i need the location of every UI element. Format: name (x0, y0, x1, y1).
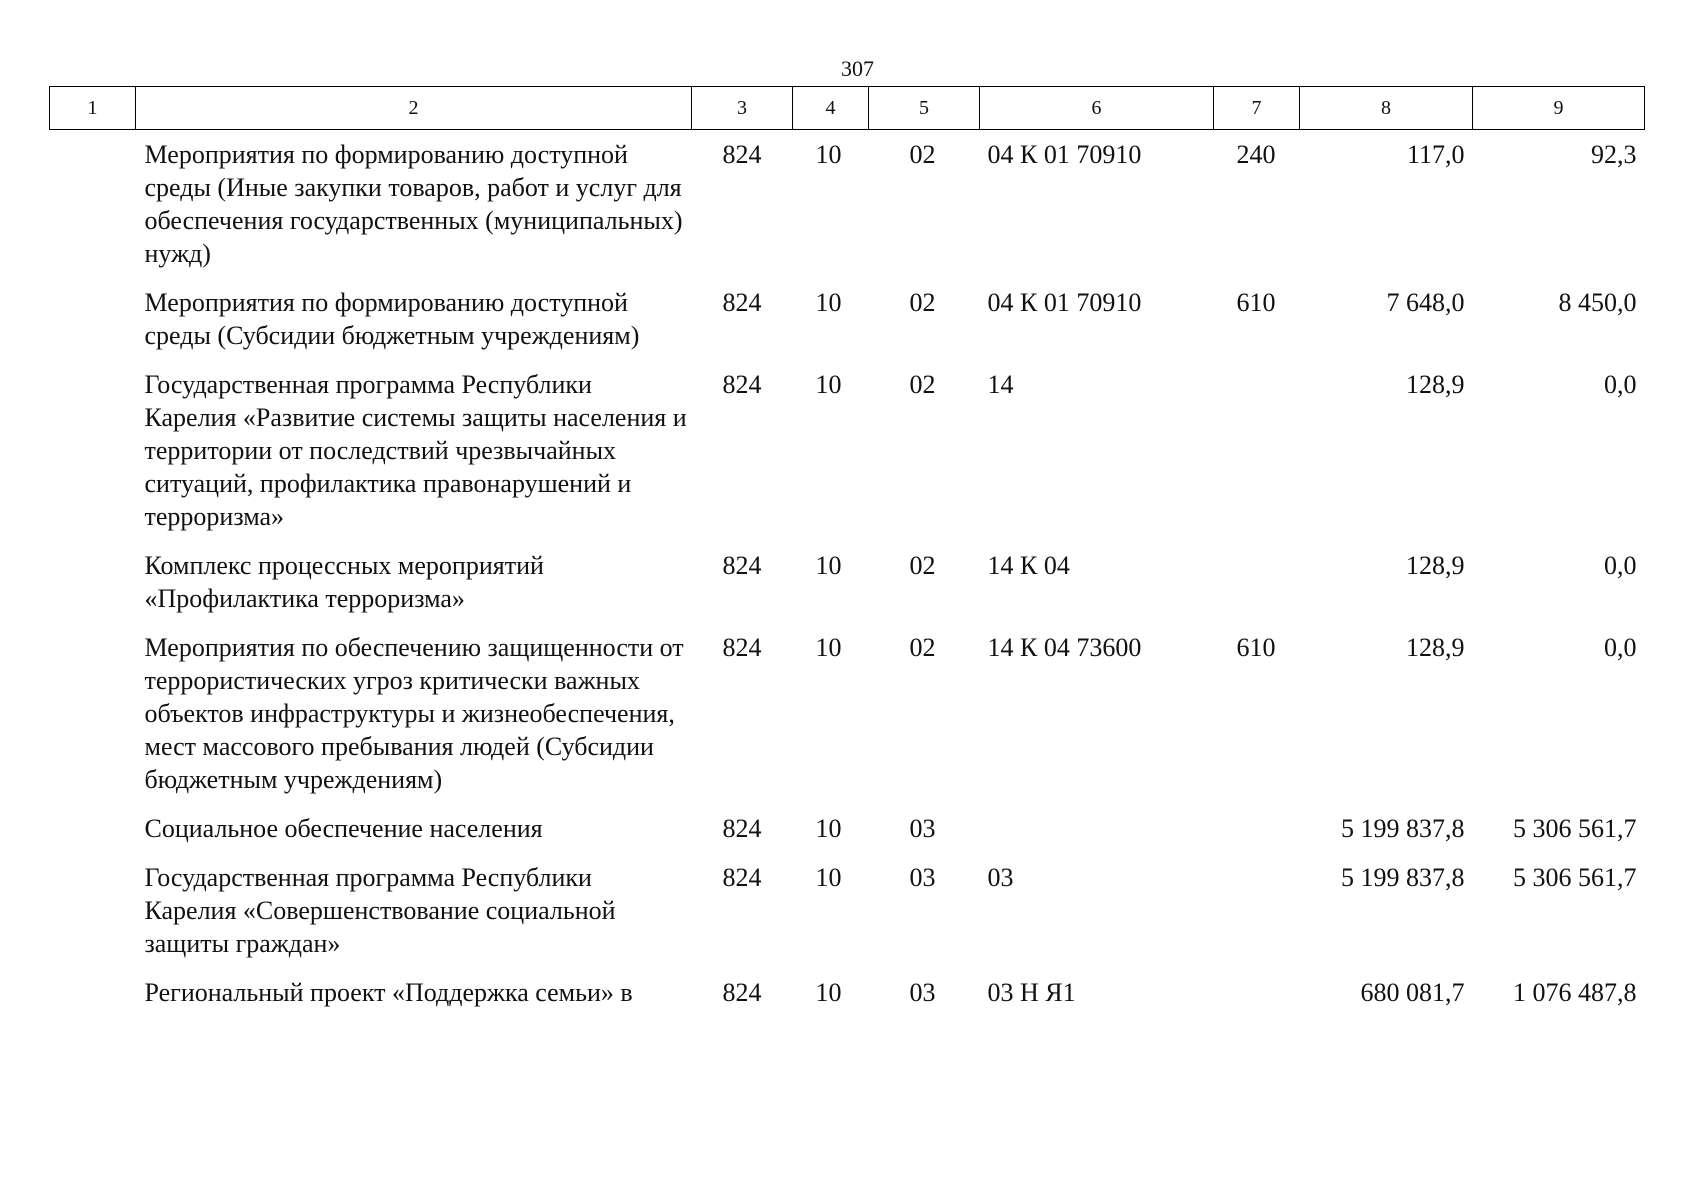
ministry-code: 824 (722, 370, 762, 399)
expense-type-code: 610 (1236, 633, 1276, 662)
target-article-code (980, 812, 1214, 861)
amount-column-8: 680 081,7 (1360, 978, 1465, 1007)
ministry-code: 824 (722, 140, 762, 169)
budget-table (49, 86, 1645, 1025)
column-header-4: 4 (793, 87, 869, 130)
expense-type-code: 610 (1236, 288, 1276, 317)
amount-column-9: 5 306 561,7 (1513, 863, 1637, 892)
subsection-code: 02 (909, 370, 936, 399)
section-code: 10 (815, 814, 842, 843)
amount-column-9: 0,0 (1604, 370, 1637, 399)
subsection-code: 03 (909, 863, 936, 892)
row-description: Государственная программа Республики Карелия «Развитие системы защиты населения и территории от последствий чрезвычайных ситуаций, профилактика правонарушений и терроризма» (144, 370, 687, 531)
expense-type-code (1214, 549, 1300, 631)
amount-column-9: 0,0 (1604, 633, 1637, 662)
section-code: 10 (815, 551, 842, 580)
target-article-code: 03 Н Я1 (987, 978, 1076, 1007)
table-row (50, 549, 1645, 631)
ministry-code: 824 (722, 863, 762, 892)
section-code: 10 (815, 288, 842, 317)
expense-type-code (1214, 812, 1300, 861)
column-header-3: 3 (692, 87, 793, 130)
subsection-code: 02 (909, 633, 936, 662)
target-article-code: 04 К 01 70910 (987, 288, 1142, 317)
subsection-code: 03 (909, 814, 936, 843)
expense-type-code (1214, 976, 1300, 1025)
table-row (50, 286, 1645, 368)
target-article-code: 04 К 01 70910 (987, 140, 1142, 169)
column-header-6: 6 (980, 87, 1214, 130)
subsection-code: 02 (909, 140, 936, 169)
row-index-cell (50, 130, 136, 287)
row-description: Мероприятия по формированию доступной среды (Субсидии бюджетным учреждениям) (144, 288, 640, 350)
row-index-cell (50, 976, 136, 1025)
column-header-1: 1 (50, 87, 136, 130)
column-header-9: 9 (1473, 87, 1645, 130)
column-header-7: 7 (1214, 87, 1300, 130)
amount-column-8: 128,9 (1406, 633, 1465, 662)
row-index-cell (50, 286, 136, 368)
column-header-5: 5 (869, 87, 980, 130)
ministry-code: 824 (722, 288, 762, 317)
amount-column-9: 92,3 (1591, 140, 1637, 169)
amount-column-8: 5 199 837,8 (1341, 814, 1465, 843)
row-index-cell (50, 631, 136, 812)
table-header (50, 87, 1645, 130)
table-row (50, 368, 1645, 549)
section-code: 10 (815, 370, 842, 399)
subsection-code: 02 (909, 551, 936, 580)
row-description: Комплекс процессных мероприятий «Профилактика терроризма» (144, 551, 544, 613)
column-header-8: 8 (1300, 87, 1473, 130)
row-description: Социальное обеспечение населения (144, 814, 543, 843)
target-article-code: 03 (987, 863, 1014, 892)
expense-type-code (1214, 368, 1300, 549)
amount-column-8: 7 648,0 (1386, 288, 1465, 317)
page-number: 307 (841, 56, 874, 81)
amount-column-9: 0,0 (1604, 551, 1637, 580)
subsection-code: 03 (909, 978, 936, 1007)
row-description: Государственная программа Республики Карелия «Совершенствование социальной защиты граждан» (144, 863, 616, 958)
ministry-code: 824 (722, 551, 762, 580)
table-row (50, 812, 1645, 861)
amount-column-8: 5 199 837,8 (1341, 863, 1465, 892)
row-index-cell (50, 861, 136, 976)
ministry-code: 824 (722, 633, 762, 662)
ministry-code: 824 (722, 814, 762, 843)
table-row (50, 631, 1645, 812)
row-index-cell (50, 368, 136, 549)
row-index-cell (50, 812, 136, 861)
section-code: 10 (815, 140, 842, 169)
amount-column-8: 128,9 (1406, 551, 1465, 580)
target-article-code: 14 (987, 370, 1014, 399)
column-header-2: 2 (136, 87, 692, 130)
row-index-cell (50, 549, 136, 631)
amount-column-9: 5 306 561,7 (1513, 814, 1637, 843)
target-article-code: 14 К 04 73600 (987, 633, 1142, 662)
table-row (50, 976, 1645, 1025)
row-description: Региональный проект «Поддержка семьи» в (144, 978, 633, 1007)
target-article-code: 14 К 04 (987, 551, 1070, 580)
section-code: 10 (815, 633, 842, 662)
amount-column-8: 128,9 (1406, 370, 1465, 399)
section-code: 10 (815, 978, 842, 1007)
amount-column-9: 8 450,0 (1558, 288, 1637, 317)
amount-column-8: 117,0 (1406, 140, 1465, 169)
expense-type-code (1214, 861, 1300, 976)
row-description: Мероприятия по обеспечению защищенности от террористических угроз критически важных объектов инфраструктуры и жизнеобеспечения, мест массового пребывания людей (Субсидии бюджетным учреждениям) (144, 633, 684, 794)
table-row (50, 130, 1645, 287)
section-code: 10 (815, 863, 842, 892)
subsection-code: 02 (909, 288, 936, 317)
amount-column-9: 1 076 487,8 (1513, 978, 1637, 1007)
row-description: Мероприятия по формированию доступной среды (Иные закупки товаров, работ и услуг для обеспечения государственных (муниципальных) нужд) (144, 140, 683, 268)
table-row (50, 861, 1645, 976)
expense-type-code: 240 (1236, 140, 1276, 169)
table-body (50, 130, 1645, 1026)
header-row (50, 87, 1645, 130)
ministry-code: 824 (722, 978, 762, 1007)
